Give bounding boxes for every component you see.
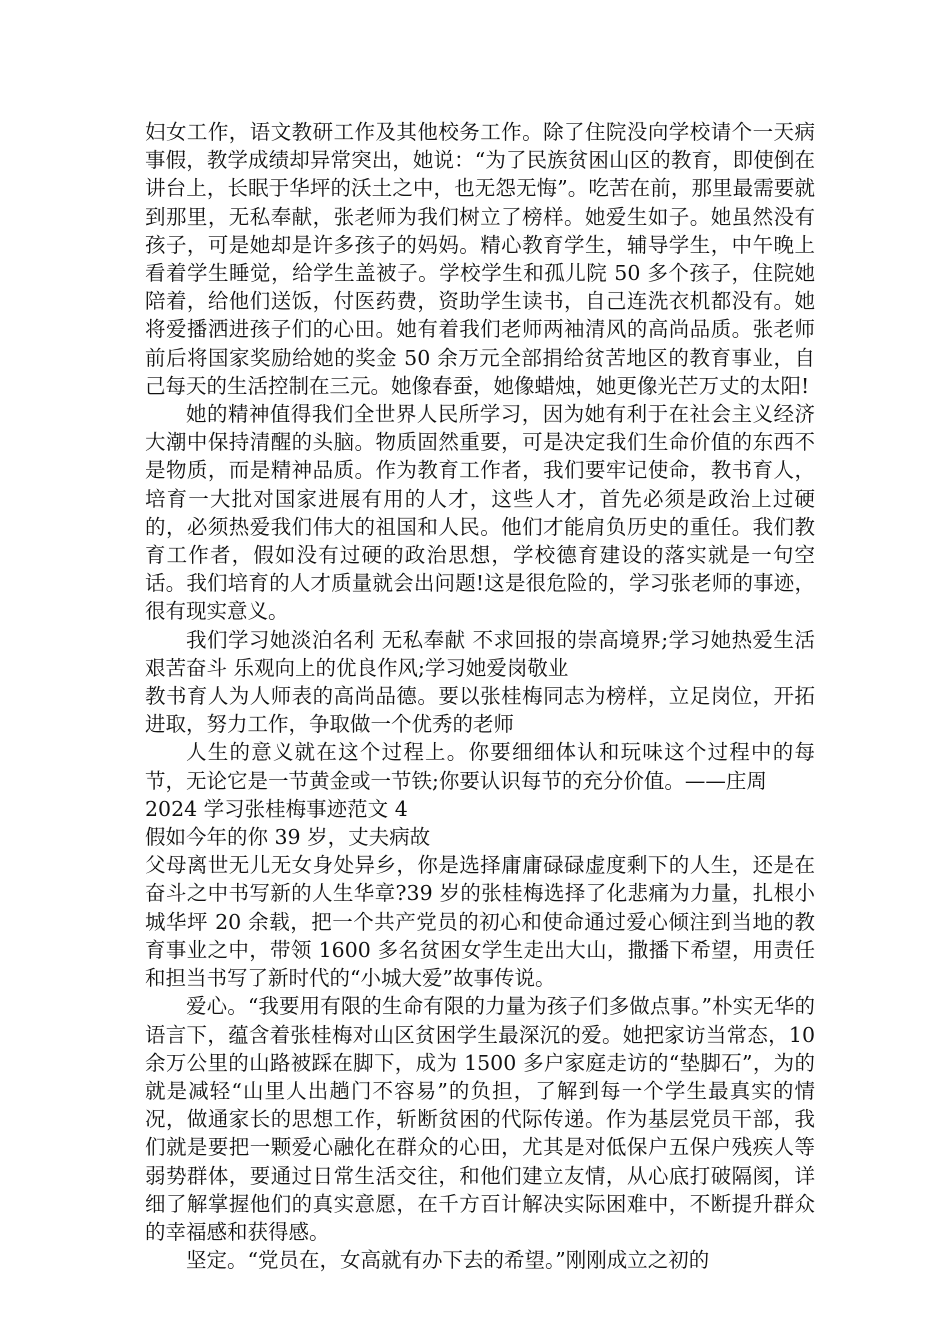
paragraph-3: 我们学习她淡泊名利 无私奉献 不求回报的崇高境界;学习她热爱生活 艰苦奋斗 乐观向上的优良作风;学习她爱岗敬业 — [145, 627, 815, 680]
document-body — [145, 118, 815, 1274]
paragraph-4: 教书育人为人师表的高尚品德。要以张桂梅同志为榜样，立足岗位，开拓进取，努力工作，争取做一个优秀的老师 — [145, 684, 815, 737]
paragraph-2: 她的精神值得我们全世界人民所学习，因为她有利于在社会主义经济大潮中保持清醒的头脑。物质固然重要，可是决定我们生命价值的东西不是物质，而是精神品质。作为教育工作者，我们要牢记使命，教书育人，培育一大批对国家进展有用的人才，这些人才，首先必须是政治上过硬的，必须热爱我们伟大的祖国和人民。他们才能肩负历史的重任。我们教育工作者，假如没有过硬的政治思想，学校德育建设的落实就是一句空话。我们培育的人才质量就会出问题!这是很危险的，学习张老师的事迹，很有现实意义。 — [145, 402, 815, 624]
paragraph-8: 爱心。“我要用有限的生命有限的力量为孩子们多做点事。”朴实无华的语言下，蕴含着张桂梅对山区贫困学生最深沉的爱。她把家访当常态，10 余万公里的山路被踩在脚下，成为 1500 多户家庭走访的“垫脚石”，为的就是减轻“山里人出趟门不容易”的负担，了解到每一个学生最真实的情况，做通家长的思想工作，斩断贫困的代际传递。作为基层党员干部，我们就是要把一颗爱心融化在群众的心田，尤其是对低保户五保户残疾人等弱势群体，要通过日常生活交往，和他们建立友情，从心底打破隔阂，详细了解掌握他们的真实意愿，在千方百计解决实际困难中，不断提升群众的幸福感和获得感。 — [145, 994, 815, 1244]
paragraph-1: 妇女工作，语文教研工作及其他校务工作。除了住院没向学校请个一天病事假，教学成绩却异常突出，她说：“为了民族贫困山区的教育，即使倒在讲台上，长眠于华坪的沃土之中，也无怨无悔”。吃苦在前，那里最需要就到那里，无私奉献，张老师为我们树立了榜样。她爱生如子。她虽然没有孩子，可是她却是许多孩子的妈妈。精心教育学生，辅导学生，中午晚上看着学生睡觉，给学生盖被子。学校学生和孤儿院 50 多个孩子，住院她陪着，给他们送饭，付医药费，资助学生读书，自己连洗衣机都没有。她将爱播洒进孩子们的心田。她有着我们老师两袖清风的高尚品质。张老师前后将国家奖励给她的奖金 50 余万元全部捐给贫苦地区的教育事业，自己每天的生活控制在三元。她像春蚕，她像蜡烛，她更像光芒万丈的太阳! — [145, 120, 815, 398]
paragraph-9: 坚定。“党员在，女高就有办下去的希望。”刚刚成立之初的 — [186, 1248, 710, 1273]
paragraph-6: 假如今年的你 39 岁，丈夫病故 — [145, 825, 431, 850]
paragraph-7: 父母离世无儿无女身处异乡，你是选择庸庸碌碌虚度剩下的人生，还是在奋斗之中书写新的人生华章?39 岁的张桂梅选择了化悲痛为力量，扎根小城华坪 20 余载，把一个共产党员的初心和使命通过爱心倾注到当地的教育事业之中，带领 1600 多名贫困女学生走出大山，撒播下希望，用责任和担当书写了新时代的“小城大爱”故事传说。 — [145, 853, 815, 991]
section-heading: 2024 学习张桂梅事迹范文 4 — [145, 796, 408, 821]
paragraph-5: 人生的意义就在这个过程上。你要细细体认和玩味这个过程中的每节，无论它是一节黄金或一节铁;你要认识每节的充分价值。——庄周 — [145, 740, 815, 793]
